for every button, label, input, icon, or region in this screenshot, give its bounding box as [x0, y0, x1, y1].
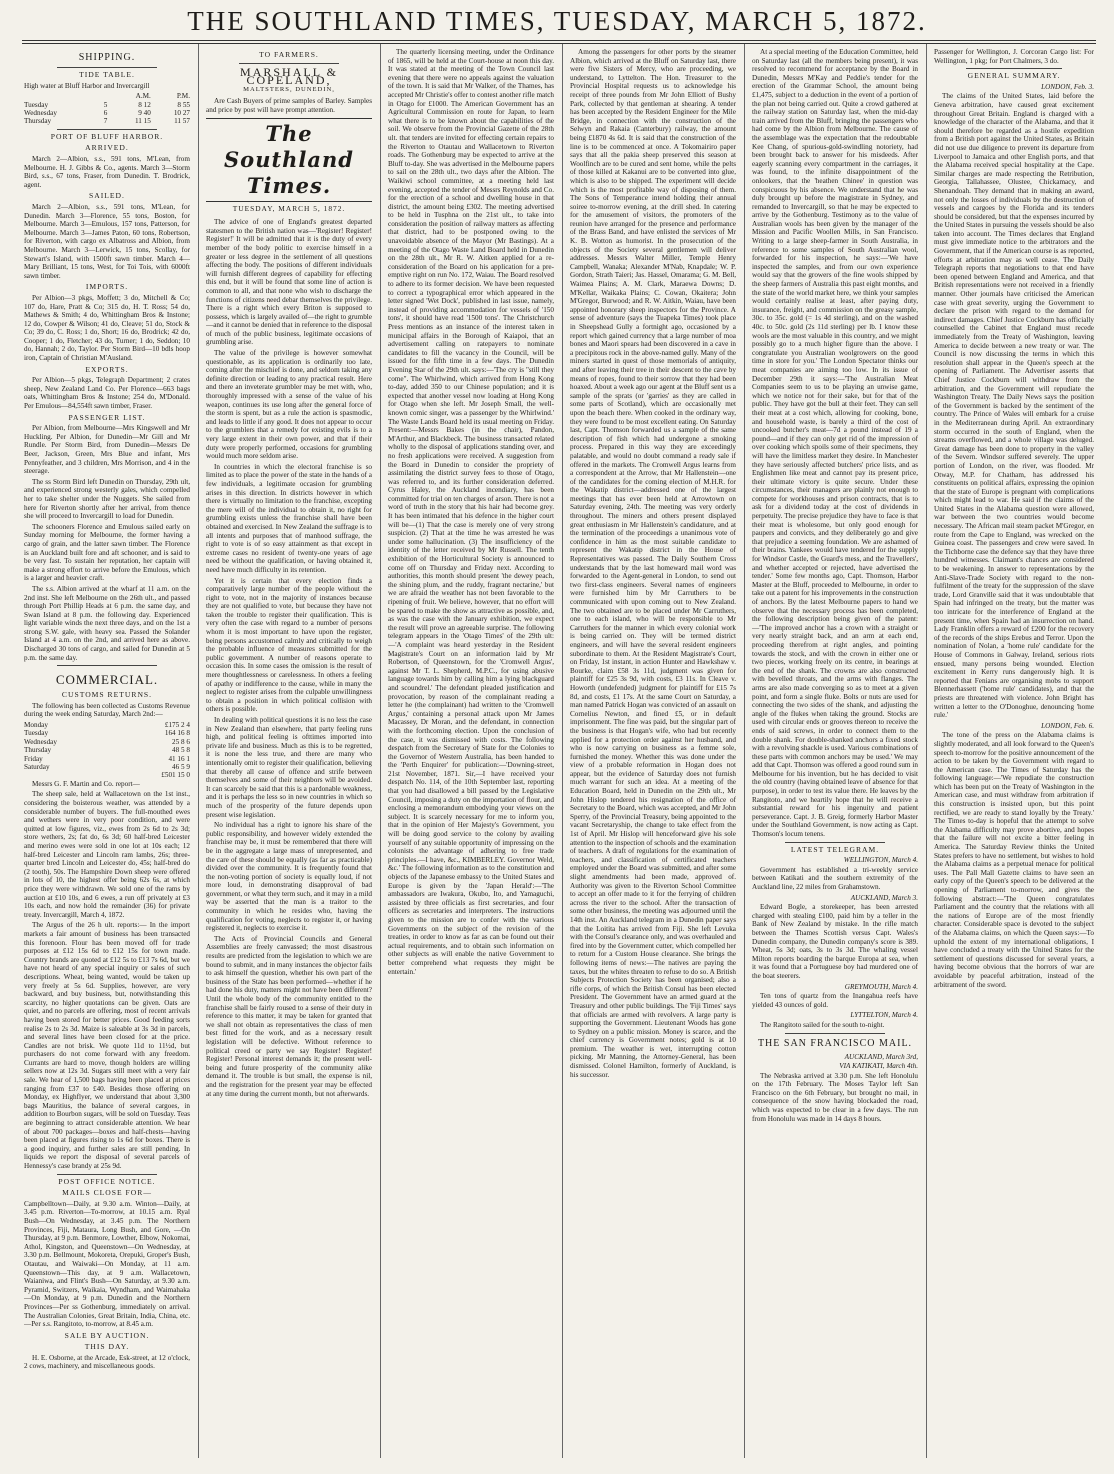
customs-day: Tuesday: [24, 729, 49, 738]
masthead-title: THE SOUTHLAND TIMES, TUESDAY, MARCH 5, 1872.: [187, 6, 927, 36]
imports-heading: IMPORTS.: [85, 282, 129, 292]
passenger-text: Per Albion, from Melbourne—Mrs Kingswell and Mr Huckling. Per Albion, for Dunedin—Mr Gill and Mr Rundle. Per Storm Bird, from Dunedin—Messrs De Beer, Jackson, Green, Mrs Blue and infant, Mrs Pennyfeather, and 3 children, Mrs Morrison, and 4 in the steerage.: [24, 424, 190, 476]
sailings-text: March 2—Albion, s.s., 591 tons, M'Lean, for Dunedin. March 3—Florence, 55 tons, Boston, for Melbourne. March 3—Emulous, 157 tons, Patterson, for Melbourne. March 3—James Paton, 60 tons, Robertson, for Riverton, with cargo ex Albatross and Albion, from Melbourne. March 3—Lerwick, 15 tons, Scollay, for Stewart's Island, with 1500ft sawn timber. March 4—Mary Brilliant, 15 tons, West, for Toi Tois, with 6000ft sawn timber.: [24, 202, 190, 280]
shipping-paragraph: The ss Storm Bird left Dunedin on Thursday, 29th ult, and experienced strong westerly gales, which compelled her to take shelter under the Nuggets. She sailed from here for Riverton shortly after her arrival, from thence she will proceed to Invercargill to load for Dunedin.: [24, 477, 190, 521]
telegram-text: Edward Bogle, a storekeeper, has been arrested charged with stealing £100, paid him by a teller in the Bank of New Zealand by mistake. In the rifle match between the Thames Scottish versus Capt. Wales's Dunedin company, the Dunedin company's score is 389. Wheat, 5s 3d; oats, 3s to 3s 3d. The whaling vessel Milton reports boarding the barque Europa at sea, when it was found that a Portuguese boy had murdered one of the boat steerers.: [752, 903, 918, 980]
column-shipping-commercial: [24, 48, 190, 1462]
masthead-rule: [22, 40, 1096, 41]
divider: [57, 67, 157, 68]
customs-heading: CUSTOMS RETURNS.: [61, 690, 153, 700]
auction-heading: SALE BY AUCTION.: [64, 1330, 150, 1340]
tide-am: 11 15: [134, 117, 151, 126]
customs-row: [24, 755, 190, 763]
column-rule: [744, 44, 745, 1458]
tide-date: 7: [103, 117, 108, 126]
telegram-text: The Rangitoto sailed for the south to-night.: [760, 1020, 885, 1029]
mail-dateline: AUCKLAND, March 3rd,: [844, 1052, 918, 1061]
divider: [57, 1174, 157, 1175]
divider: [785, 1033, 885, 1034]
argus-report: The Argus of the 26 h ult. reports:— In the import markets a fair amount of business has been transacted this forenoon. Flour has been moved off for trade purposes at £12 15s 6d to £12 15s for town made. Country brands are quoted at £12 5s to £13 7s 6d, but we have not heard of any special inquiry or sales of such descriptions. Wheat, being wanted, would be taken up very freely at 5s 6d. Supplies, however, are very backward, and buy business, but, notwithstanding this scarcity, no higher quotations can be given. Oats are quiet, and no parcels are offering, most of recent arrivals having been stored for better prices. Good feeding sorts realise 2s to 2s 3d. Maize is saleable at 3s 3d in parcels, and several lines have been closed for at the price. Candles are not brisk. We quote 11d to 11½d, but purchasers do not come forward with any freedom. Currants are hard to move, though holders are willing sellers now at 12s 3d. Sugars still meet with a very fair sale. We hear of 1,500 bags having been placed at prices ranging from £37 to £40. Besides those offering on Monday, ex Highflyer, we understand that about 3,300 bags Mauritius, the balance of several cargoes, in addition to Bourbon sugars, will be sold on Tuesday. Teas are beginning to attract considerable attention. We hear of about 700 packages—boxes and half-chests—having been placed at figures rising to 1s 6d for boxes. There is a good inquiry, and further sales are still pending. In liquids we report the disposal of several parcels of Hennessy's case brandy at 25s 9d.: [24, 921, 190, 1170]
customs-amount: 46 5 9: [172, 763, 190, 772]
summary-text: The claims of the United States, laid before the Geneva arbitration, have caused great excitement throughout Great Britain. England is charged with a knowledge of the character of the Alabama, and that it should therefore be regarded as a hostile expedition from a British port against the United States, as Britain did not use due diligence to prevent its departure from Liverpool to Jamaica and other English ports, and that the Alabama received special hospitality at the Cape. Similar charges are made respecting the Retribution, Georgia, Tallahassee, Olustee, Chickamacy, and Shenandoah. They demand that in making an award, not only the losses of individuals by the destruction of vessels and cargoes by the Florida and its tenders should be considered, but that the expenses incurred by the United States in pursuing the vessels should be also taken into account. The Times declares that England must give immediate notice to the arbitrators and the Government, that if the American course is as reported, efforts at arbitration may as well cease. The Daily Telegraph reports that negotiations to that end have been opened between England and America, and that British representations were not received in a friendly manner. Other journals have criticised the American case with great severity, urging the Government to declare the prison with regard to the demand for indirect damages. Chief Justice Cockburn has officially counselled the Cabinet that England must recede immediately from the Treaty of Washington, leaving America to decide between a new treaty or war. The Council is now discussing the terms in which this resolution shall appear in the Queen's speech at the opening of Parliament. The Advertiser asserts that Chief Justice Cockburn will withdraw from the arbitration, and the Government will repudiate the Washington Treaty. The Daily News says the position of the Government is backed by the sentiment of the country. The Prince of Wales will embark for a cruise in the Mediterranean during April. An extraordinary storm occurred in the south of England, when the streams overflowed, and a whole village was deluged. Great damage has been done to property in the valley of the Severn. Windsor suffered severely. The upper portion of London, on the river, was flooded. Mr Otway, M.P. for Chatham, has addressed his constituents on political affairs, expressing the opinion that the state of Europe is pregnant with complications which might lead to war. He said if the claims of the United States in the Alabama question were allowed, war between the two countries would become necessary. The African mail steam packet M'Gregor, en route from the Cape to England, was wrecked on the Guinea coast. The passengers and crew were saved. In the Tichborne case the defence say that they have three hundred witnesses. Claimant's chances are considered to be weakening. In answer to representations by the Anti-Slave-Trade Society with regard to the non-fulfilment of the treaty for the suppression of the slave trade, Lord Granville said that it was undoubtable that Spain had infringed on the treaty, but the matter was too intricate for the interference of England at the present time, when Spain had an insurrection on hand. Lady Franklin offers a reward of £200 for the recovery of the records of the ships Erebus and Terror. Upon the nomination of Nolan, a 'home rule' candidate for the House of Commons in Galway, Ireland, serious riots ensued, many persons being wounded. Election excitement in Kerry runs dangerously high. It is reported that Fenians are organising mobs to support Blennerhassett ('home rule' candidates), and that the priests are threatened with violence. John Bright has written a letter to the O'Donoghue, denouncing 'home rule.': [934, 92, 1094, 720]
editorial-paragraph: Yet it is certain that every election finds a comparatively large number of the people without the right to vote, not in the majority of instances because they are not qualified to vote, but because they have not taken the trouble to register their qualification. This is very often the case with regard to a number of persons whom it is most important to have upon the register, being persons accustomed calmly and critically to weigh the probable influence of measures submitted for the public government. A number of reasons operate to occasion this. In some cases the omission is the result of mere thoughtlessness or carelessness. In others a feeling of apathy or indifference to the cause, while in many the neglect to register arises from the culpable unwillingness to obtain a position in which political collision with others is possible.: [206, 576, 372, 714]
editorial-dateline: TUESDAY, MARCH 5, 1872.: [232, 203, 346, 213]
editorial-paragraph: In dealing with political questions it is no less the case in New Zealand than elsewhere, that party feeling runs high, and political feeling is ofttimes imported into private life and business. Much as this is to be regretted, it is none the less true, and there are many who intentionally omit to register their qualification, believing that thereby all cause of offence and strife between themselves and some of their neighbors will be avoided. It can scarcely be said that this is a pardonable weakness, and it is perhaps the less so in new countries in which so much of the prosperity of the future depends upon present wise legislation.: [206, 716, 372, 819]
customs-row: [24, 721, 190, 729]
summary-text: The tone of the press on the Alabama claims is slightly moderated, and all look forward to the Queen's speech to-morrow for the positive announcement of the action to be taken by the Government with regard to the American case. The Times of Saturday has the following language:—'We repudiate the construction which has been put on the Treaty of Washington in the American case, and must withdraw from arbitration if this construction is insisted upon, but this point rectified, we are ready to stand loyally by the Treaty.' The Times to-day is hopeful that the attempt to solve the Alabama difficulty may prove abortive, and hopes that the failure will not excite a bitter feeling in America. The Saturday Review thinks the United States prefers to have no settlement, but wishes to hold the Alabama claims as a perpetual menace for political uses. The Pall Mall Gazette claims to have seen an early copy of the Queen's speech to be delivered at the opening of Parliament to-morrow, and gives the following abstract:—'The Queen congratulates Parliament and the country that the relations with all the nations of Europe are of the most friendly character. Considerable space is devoted to the subject of the Alabama claims, on which the Queen says:—To uphold the extent of my international obligations, I have concluded a treaty with the United States for the settlement of questions discussed for several years, a having become obvious that the horrors of war are avoidable by peaceful arbitration, instead of the arbitrament of the sword.: [934, 731, 1094, 989]
customs-row: [24, 738, 190, 746]
customs-amount: 164 16 8: [164, 729, 190, 738]
tide-table-heading: TIDE TABLE.: [79, 70, 135, 79]
divider: [785, 842, 885, 843]
divider: [57, 665, 157, 666]
exports-text: Per Albion—5 pkgs, Telegraph Department; 2 crates sheep, New Zealand Land Co. Per Florence—663 bags oats, Whittingham Bros & Instone; 254 do, M'Donald. Per Emulous—84,554ft sawn timber, Fraser.: [24, 376, 190, 411]
port-heading: PORT OF BLUFF HARBOR.: [50, 131, 164, 141]
telegram-dateline: GREYMOUTH, March 4.: [844, 982, 918, 991]
column-rule: [926, 44, 927, 1458]
telegram-text: Government has established a tri-weekly service between Katikati and the southern extremity of the Auckland line, 22 miles from Grahamstown.: [752, 865, 918, 891]
column-local-news-2: [570, 48, 736, 1462]
customs-row: [24, 746, 190, 754]
tide-am: 9 40: [138, 109, 151, 117]
divider: [239, 63, 339, 64]
customs-total: £501 15 0: [161, 771, 190, 780]
column-local-news: [388, 48, 554, 1462]
summary-dateline: LONDON, Feb. 6.: [1041, 721, 1094, 730]
advertiser-trade: MALTSTERS, DUNEDIN,: [243, 85, 335, 93]
latest-telegram-heading: LATEST TELEGRAM.: [790, 844, 880, 854]
tide-pm: 10 27: [173, 109, 190, 117]
tide-pm-header: P.M.: [176, 92, 190, 101]
commercial-heading: COMMERCIAL.: [55, 672, 159, 688]
customs-table: [24, 721, 190, 780]
tide-day: Wednesday: [24, 109, 57, 117]
customs-intro: The following has been collected as Customs Revenue during the week ending Saturday, March 2nd:—: [24, 701, 190, 719]
tide-day: Tuesday: [24, 100, 49, 109]
customs-amount: 25 8 6: [172, 737, 190, 746]
mail-text: The Nebraska arrived at 3.30 p.m. She left Honolulu on the 17th February. The Moses Taylor left San Francisco on the 6th February, but brought no mail, in consequence of the snow having blockaded the road, which was expected to be clear in a few days. The run from Honolulu was made in 14 days 8 hours.: [752, 1071, 918, 1123]
advertiser-name: MARSHALL & COPELAND,: [240, 64, 338, 88]
shipping-paragraph: The schooners Florence and Emulous sailed early on Sunday morning for Melbourne, the former having a cargo of grain, and the latter sawn timber. The Florence is an Auckland built fore and aft schooner, and is said to be very fast. To sustain her reputation, her captain will make a strong effort to arrive before the Emulous, which is a larger and heavier craft.: [24, 522, 190, 583]
news-text: At a special meeting of the Education Committee, held on Saturday last (all the members being present), it was resolved to recommend for acceptance by the Board in Dunedin, Messrs M'Kay and Peddie's tender for the erection of the Grammar School, the amount being £1,475, subject to a deduction in the event of a portion of the plan not being carried out. Quite a crowd gathered at the railway station on Saturday last, when the mid-day train arrived from the Bluff, bringing the passengers who had come by the Albion from Melbourne. The cause of the assemblage was the expectation that the redoubtable Kee Chang, of spurious-gold-swindling notoriety, had been brought back to answer for his misdeeds. After eagerly scanning every compartment in the carriages, it was found, to the infinite disappointment of the onlookers, that the 'heathen Chinee' in question was conspicuous by his absence. We understand that he was duly brought up before the magistrate in Sydney, and remanded to Invercargill, so that he may be expected to arrive by the Gothenburg. Testimony as to the value of Australian wools has been given by the manager of the Mission and Pacific Woollen Mills, in San Francisco. Writing to a large sheep-farmer in South Australia, in reference to some samples of South Australian wool, forwarded for his inspection, he says:—'We have inspected the samples, and from our own experience would say that the growers of the fine wools shipped by the sheep farmers of Australia this past eight months, and the state of the world market here, we think your samples would certainly realise at least, after paying duty, insurance, freight, and commission on the greasy sample, 30c. to 35c. gold (= 1s 4d sterling), and on the washed 40c. to 50c. gold (2s 11d sterling) per lb. I know these wools are the most valuable in this country, and we might possibly go to a much higher figure than the above. I congratulate you Australian woolgrowers on the good time in store for you.' The London Spectator thinks our meat companies are aiming too low. In its issue of December 29th it says:—'The Australian Meat Companies seem to us to be playing an unwise game, which we notice not for their sake, but for that of the public. They have got the bull at their feet. They can sell their meat at a cost which, allowing for cooking, bone, and household waste, is barely a third of the cost of uncooked butcher's meat—7d a pound instead of 19 a pound—and if they can only get rid of the impression of over cooking which spoils some of their specimens, they will have the limitless market they desire. In Manchester they have seriously affected butchers' price lists, and as Englishmen like meat and cannot pay its present price, their ultimate victory is quite secure. Under these circumstances, their managers are plainly not enough to compete for workhouses and prison contracts, that is to ask for a dividend today at the cost of dividends in perpetuity. The precise prejudice they have to face is that their meat is wholesome, but only good enough for paupers and convicts, and they deliberately go and give that prejudice a seeming foundation. We are ashamed of their brains. Yankees would have tendered for the supply for Windsor Castle, the Guard's mess, and the Travellers', and whether accepted or rejected, have advertised the tender.' Some few months ago, Capt. Thomson, Harbor Master at the Bluff, proceeded to Melbourne, in order to take out a patent for his improvements in the construction of anchors. By the latest Melbourne papers to hand we observe that the necessary process has been completed, the following description being given of the patent:—'The improved anchor has a crown with a straight or very nearly straight back, and an arm at each end, proceeding therefrom at right angles, and pointing towards the stock, and with the crown in either one or two pieces, working freely on its centre, in bearings at the end of the shank. The crowns are also constructed with bevelled throats, and the arms with flanges. The arms are also made converging so as to meet at a given point, and form a single fluke. Bolts or nuts are used for connecting the two sides of the shank, and adjusting the angle of the flukes when taking the ground. Stocks are used with circular ends or grooves thereon to receive the ends of said screws, in order to connect them to the double shank. For double-shanked anchors a fixed stock with a revolving shackle is used. Various combinations of these parts with common anchors may be used.' We may add that Capt. Thomson was offered a good round sum in Melbourne for his invention, but he has decided to visit the old country (having obtained leave of absence for that purpose), in order to test its value there. He leaves by the Rangitoto, and we heartily hope that he will receive a substantial reward for his ingenuity and patient perseverance. Capt. J. B. Greig, formerly Harbor Master under the Southland Government, is now acting as Capt. Thomson's locum tenens.: [752, 48, 918, 839]
column-rule: [198, 44, 199, 1458]
telegram-dateline: AUCKLAND, March 3.: [850, 893, 918, 902]
customs-row: [24, 763, 190, 771]
editorial-paragraph: The advice of one of England's greatest departed statesmen to the British nation was—'Register! Register! Register!' It will be admitted that it is the duty of every member of the body politic to exercise himself in a greater or less degree in the settlement of all questions affecting the body. The positions of different individuals will furnish different degrees of capability for effecting this end, but it will be found that some line of action is common to all, and that none who wish to discharge the functions of citizens need debar themselves the privilege. There is a right which every Briton is supposed to possess, which is largely availed of—the right to grumble—and it cannot be denied that in reference to the disposal of much of the public business, legitimate occasions of grumbling arise.: [206, 218, 372, 347]
editorial-paragraph: The Acts of Provincial Councils and General Assemblies are freely canvassed; the most disastrous results are predicted from the legislation to which we are bound to submit, and in many instances the objector fails to ask himself the question, whether his own part of the business of the State has been performed—whether if he had done his duty, matters might not have been different? Until the whole body of the community entitled to the franchise shall be fairly roused to a sense of their duty in reference to this matter, it may be taken for granted that we shall not obtain as representatives the class of men best fitted for the work, and as a necessary result legislation will be defective. Without reference to political creed or party we say Register! Register! Register! Personal interest demands it; the present well-being and future prosperity of the community alike demand it. The trouble is but small, the expense is nil, and the registration for the present year may be effected at any time during the current month, but not afterwards.: [206, 934, 372, 1098]
auction-day: THIS DAY.: [84, 1342, 130, 1352]
arrivals-text: March 2—Albion, s.s., 591 tons, M'Lean, from Melbourne. H. J. Gibbs & Co., agents. March 3—Storm Bird, s.s., 67 tons, Fraser, from Dunedin. T. Brodrick, agent.: [24, 155, 190, 189]
divider: [966, 68, 1062, 69]
customs-day: Saturday: [24, 763, 50, 772]
news-text: Passenger for Wellington, J. Corcoran Cargo list: For Wellington, 1 pkg; for Port Chalmers, 3 do.: [934, 48, 1094, 65]
post-office-heading: POST OFFICE NOTICE.: [58, 1176, 156, 1186]
editorial-paragraph: No individual has a right to ignore his share of the public responsibility, and however widely extended the franchise may be, it must be remembered that there will be in the aggregate a large mass of unrepresented, and the care of these should be equally (as far as practicable) divided over the community. It is frequently found that the non-voting portion of society is equally loud, if not more loud, in demonstrating disapproval of bad government, or what they term such, and it may in a mild way be asserted that the man is a traitor to the community in which he resides who, having the qualification for voting, neglects to register it, or having registered it, neglects to exercise it.: [206, 821, 372, 933]
tide-table-caption: High water at Bluff Harbor and Invercargill: [24, 81, 150, 90]
customs-day: Thursday: [24, 746, 52, 755]
tide-pm: 11 57: [174, 117, 190, 126]
customs-amount: 41 16 1: [168, 754, 190, 763]
editorial-paragraph: In countries in which the electoral franchise is so limited as to place the power of the state in the hands of a few individuals, a legitimate occasion for grumbling arises in this direction. In districts however in which there is virtually no limitation to the franchise, excepting the mere will of the individual to obtain it, no right for grumbling exists unless the franchise shall have been obtained and exercised. In New Zealand the suffrage is to all intents and purposes that of manhood suffrage, the right to vote is of so easy attainment as that except in extreme cases no resident of twenty-one years of age need be without the qualification, or having obtained it, need have much difficulty in its retention.: [206, 462, 372, 574]
san-francisco-mail-heading: THE SAN FRANCISCO MAIL.: [757, 1037, 913, 1049]
mail-dateline: VIA KATIKATI, March 4th.: [839, 1062, 918, 1071]
mails-heading: MAILS CLOSE FOR—: [62, 1188, 152, 1198]
arrived-heading: ARRIVED.: [85, 143, 129, 153]
tide-row: [24, 101, 190, 109]
news-text: The quarterly licensing meeting, under the Ordinance of 1865, will be held at the Court-house at noon this day. It was stated at the meeting of the Town Council last evening that there were no appeals against the valuation of the town. It is said that Mr Walker, of the Thames, has accepted Mr Christie's offer to contest another rifle match in Otago for £1000. The American Government has an Agricultural Commission en route for Japan, to learn what there is to be known about the capabilities of the soil. We observe from the Provincial Gazette of the 28th ult. that tenders are invited for effecting certain repairs to the Riverton to Otautau and Wallacetown to Riverton roads. The Gothenburg may be expected to arrive at the Bluff to-day. She was advertised in the Melbourne papers to sail on the 28th ult., two days after the Albion. The Waikiwi school committee, at a meeting held last evening, accepted the tender of Messrs Reynolds and Co. for the erection of a school and dwelling house in that district, the amount being £302. The meeting advertised to be held in Tusphna on the 21st ult., to take into consideration the position of railway matters as affecting that district, had to be postponed owing to the unavoidable absence of the Mayor (Mr Bastings). At a meeting of the Otago Waste Land Board held in Dunedin on the 28th ult., Mr R. W. Aitken applied for a re-consideration of the Board on his application for a pre-emptive right on run No. 172, Waiau. The Board resolved to adhere to its former decision. We have been requested to correct a typographical error which appeared in the letter signed 'Wet Dock', published in last issue, namely, instead of providing accommodation for vessels of '150 tons', it should have read '1500 tons'. The Christchurch Press mentions as an instance of the interest taken in municipal affairs in the Borough of Kaiapoi, that an advertisement calling on ratepayers to nominate candidates to fill the vacancy in the Council, will be issued for the fifth time in a few days. The Dunedin Evening Star of the 29th ult. says:—'The cry is "still they come". The Whirlwind, which arrived from Hong Kong to-day, added 350 to our Chinese population; and it is expected that another vessel now loading at Hong Kong for Otago when she left. Mr Joseph Small, the well-known comic singer, was a passenger by the Whirlwind.' The Waste Lands Board held its usual meeting on Friday. Present:—Messrs Bakes (in the chair), Pandon, M'Arthur, and Blackbeck. The business transacted related wholly to the disposal of applications standing over, and no fresh applications were received. A suggestion from the Board in Dunedin to consider the propriety of assimilating the district survey fees to those of Otago, was referred to, and its further consideration deferred. Cyrus Haley, the Auckland incendiary, has been committed for trial on ten charges of arson. There is not a word of truth in the story that his hair had become grey. It has been intimated that his defence in the higher court will be—(1) That the case is merely one of very strong suspicion. (2) That at the time he was arrested he was under some hallucination. (3) The insufficiency of the identity of the letter received by Mr Russell. The tenth exhibition of the Horticultural Society is announced to come off on Thursday and Friday next. According to authorities, this month should present 'the dewey peach, the shining plum, and the ruddy, fragrant nectarine,' but we are afraid the weather has not been favorable to the ripening of fruit. We believe, however, that no effort will be spared to make the show as attractive as possible, and, as was the case with the January exhibition, we expect the result will prove an agreeable surprise. The following telegram appears in the 'Otago Times' of the 29th ult:—'A complaint was heard yesterday in the Resident Magistrate's Court on an information laid by Mr Robertson, of Queenstown, for the 'Cromwell Argus', against Mr T. L. Shepherd, M.P.C., for using abusive language towards him by calling him a lying blackguard and scoundrel.' The defendant pleaded justification and provocation, by reason of the complainant reading a letter he (the complainant) had written to the 'Cromwell Argus,' containing a personal attack upon Mr James Macassey, Dr Moran, and the defendant, in connection with the forthcoming election. Upon the conclusion of the case, it was dismissed with costs. The following despatch from the Secretary of State for the Colonies to the Governor of Western Australia, has been handed to the 'Perth Enquirer' for publication:—'Downing-street, 21st November, 1871. Sir,—I have received your despatch No. 114, of the 10th September last, reporting that you had disallowed a bill passed by the Legislative Council, imposing a duty on the importation of flour, and enclosing a memorandum embodying your views on the subject. It is scarcely necessary for me to inform you, that in the opinion of Her Majesty's Government, you will be doing good service to the colony by availing yourself of any suitable opportunity of impressing on the colonists the advantage of adhering to free trade principles.—I have, &c., KIMBERLEY. Governor Weld, &c.' The following information as to the constitution and objects of the Japanese embassy to the United States and Europe is given by the 'Japan Herald':—'The ambassadors are Iwakura, Okubo, Ito, and Yamaguchi, assisted by three officials as first secretaries, and four officers as secretaries and interpreters. The instructions given to the mission are to confer with the various Governments on the subject of the revision of the treaties, in order to know as far as can be found out their actual requirements, and to obtain such information on other subjects as will enable the native Government to better comprehend what requests they might be entertain.': [388, 48, 554, 976]
column-rule: [380, 44, 381, 1458]
tide-date: 5: [103, 100, 108, 109]
column-rule: [562, 44, 563, 1458]
tide-day: Thursday: [24, 117, 52, 126]
telegram-dateline: LYTTELTON, March 4.: [850, 1011, 918, 1020]
paper-title-logo: The Southland Times.: [206, 118, 372, 202]
divider: [57, 129, 157, 130]
tide-pm: 8 55: [177, 100, 190, 109]
imports-text: Per Albion—3 pkgs, Moffett; 3 do, Mitchell & Co; 107 do, Hare, Pratt & Co; 315 do, H. T. Ross; 54 do, Mathews & Smith; 4 do, Whittingham Bros & Instone; 12 do, Cowper & Wilson; 41 do, Cleave; 51 do, Stock & Co; 39 do, C. Ross; 1 do, Short; 16 do, Brodrick; 42 do, Cooper; 1 do, Fletcher; 43 do, Turner; 1 do, Seddon; 10 do, Hannah; 2 do, Taylor. Per Storm Bird—10 bdls hoop iron, Captain of Christian M'Ausland.: [24, 293, 190, 363]
tide-row: [24, 117, 190, 125]
telegram-text: Ten tons of quartz from the Inangahua reefs have yielded 43 ounces of gold.: [752, 992, 918, 1009]
customs-day: Monday: [24, 721, 48, 730]
tide-table: [24, 92, 190, 126]
news-text: Among the passengers for other ports by the steamer Albion, which arrived at the Bluff on Saturday last, there were five Sisters of Mercy, who are proceeding, we understand, to Lyttelton. The Hon. Treasurer to the Provincial Hospital requests us to acknowledge his receipt of three pounds from Mr John Elliott of Bushy Park, collected by that gentleman at shearing. A tender has been accepted by the Resident Engineer for the Mile Bridge, in connection with the construction of the Selwyn and Rakaia (Canterbury) railway, the amount being £1870 4s 6d. It is said that the construction of the line is to be commenced at once. A Tokomairiro paper says that all the pakia sheep preserved this season at Woolfinch are to be cured and sent home, while the pelts of those killed at Kakanui are to be converted into glue, which is also to be shipped. The experiment will decide which is the most profitable way of disposing of them. The Sons of Temperance intend holding their annual soiree to-morrow evening, at the drill shed. In catering for the amusement of visitors, the promoters of the reunion have arranged for the presence and performance of the Brass Band, and have enlisted the services of Mr K. B. Wotton as humorist. In the prosecution of the objects of the Society several gentlemen will deliver addresses. Messrs Walter Miller, Temple Henry Campbell, Wanaka; Alexander M'Nab, Knapdale; W. P. Gordon, Strath Taieri; Jas. Hassel, Omarama; G. M. Bell, Waimea Plains; A. M. Clark, Maraewa Downs; D. M'Kellar, Waikaka Plains; C. Cowan, Okaitera; John M'Gregor, Burwood; and R. W. Aitkin, Waiau, have been appointed honorary sheep inspectors for the Province. A sense of adventure (says the Tuapeka Times) took place in Sheepshead Gully a fortnight ago, occasioned by a report which gained currency that a large number of moa bones and Maori spears had been discovered in a cave in a precipitous rock in the above-named gully. Many of the miners started in quest of those memorials of antiquity, and after leaving their tree in their descent to the cave by means of ropes, found to their sorrow that they had been hoaxed. About a week ago our agent at the Bluff sent us a sample of the sprats (or 'garries' as they are called in some parts of Scotland), which are occasionally met upon the beach there. When cooked in the ordinary way, they were found to be most excellent eating. On Saturday last, Capt. Thomson forwarded us a sample of the same description of fish which had undergone a smoking process. Prepared in this way they are exceedingly palatable, and would no doubt command a ready sale if offered in the markets. The Cromwell Argus learns from a correspondent at the Arrow, that Mr Hallenstein—one of the candidates for the coming election of M.H.R. for the Wakatip district—addressed one of the largest meetings that has ever been held at Arrowtown on Saturday evening, 24th. The meeting was very orderly throughout. The miners and others present displayed great enthusiasm in Mr Hallenstein's candidature, and at the termination of the proceedings a unanimous vote of confidence in him as the most suitable candidate to represent the Wakatip district in the House of Representatives was passed. The Daily Southern Cross understands that by the last homeward mail word was forwarded to the Agent-general in London, to send out two first-class engineers. Several names of engineers were furnished him by Mr Carruthers to be communicated with upon coming out to New Zealand. The two obtained are to be placed under Mr Carruthers, one to each island, who will be responsible to Mr Carruthers for the manner in which every colonial work is being carried on. They will be termed district engineers, and will have the several resident engineers subordinate to them. At the Resident Magistrate's Court, on Friday, 1st instant, in action Hunter and Hawkshaw v. Bourke, claim £58 3s 11d, judgment was given for plaintiff for £25 3s 9d, with costs, £3 11s. In Cleave v. Howorth (undefended) judgment for plaintiff for £15 7s 8d, and costs, £1 17s. At the same Court on Saturday, a man named Patrick Hogan was convicted of an assault on Cornelius Newton, and fined £5, or in default imprisonment. The fine was paid, but the singular part of the business is that Hogan's wife, who had but recently applied for a protection order against her husband, and who is now carrying on business as a femme sole, furnished the money. Whether this was done under the view of a probable reformation in Hogan does not appear, but the evidence of Saturday does not furnish much warrant for such an idea. At a meeting of the Education Board, held in Dunedin on the 29th ult., Mr John Hislop tendered his resignation of the office of Secretary to the Board, which was accepted, and Mr John Sperry, of the Provincial Treasury, being appointed to the vacant Secretaryship, the change to take effect from the 1st of April. Mr Hislop will henceforward give his sole attention to the inspection of schools and the examination of teachers. A draft of regulations for the examination of teachers, and classification of certificated teachers employed under the Board was submitted, and after some slight amendments had been made, approved of. Authority was given to the Riverton School Committee to accept an offer made to it for the ferrying of children across the river to the school. After the transaction of some other business, the meeting was adjourned until the 14th inst. An Auckland telegram in a Dunedin paper says that the Loitita has arrived from Fiji. She left Levuka with the Consul's clearance only, and was overhauled and fired into by the Government cutter, which compelled her to return for a Custom House clearance. She brings the following items of news:—The natives are paying the taxes, but the whites threaten to refuse to do so. A British Subjects Protection Society has been organised; also a rifle corps, of which the British Consul has been elected President. The Government have an armed guard at the Treasury and other public buildings. The 'Fiji Times' says that officials are armed with revolvers. A large party is supporting the Government. Lieutenant Woods has gone to Sydney on a public mission. Money is scarce, and the chief currency is Government notes; gold is at 10 premium. The weather is wet, interrupting cotton picking. Mr Manning, the Attorney-General, has been dismissed. Colonel Hamilton, formerly of Auckland, is his successor.: [570, 48, 736, 1079]
customs-amount: 48 5 8: [172, 746, 190, 755]
column-telegrams: [752, 48, 918, 1462]
passenger-heading: PASSENGER LIST.: [68, 412, 146, 422]
exports-heading: EXPORTS.: [85, 364, 129, 374]
editorial-paragraph: The value of the privilege is however somewhat questionable, as its application is ordinarily too late, coming after the mischief is done, and seldom taking any definite direction or leading to any practical result. Here and there an inveterate grumbler may be met with, who, thoroughly impressed with a sense of the value of his weapon, continues its use long after the general force of the storm is spent, but as a rule the action is spasmodic, and leads to little if any good. It does not appear to occur to the grumblers that a remedy for existing evils is to a very large extent in their own power, and that if their duty were properly performed, occasions for grumbling would much more seldom arise.: [206, 349, 372, 461]
general-summary-heading: GENERAL SUMMARY.: [967, 71, 1061, 81]
summary-dateline: LONDON, Feb. 3.: [1041, 82, 1094, 91]
customs-total-row: [24, 771, 190, 779]
column-general-summary: [934, 48, 1094, 1462]
column-editorial: [206, 48, 372, 1462]
customs-amount: £175 2 4: [164, 721, 190, 730]
martin-heading: Messrs G. F. Martin and Co. report—: [32, 779, 140, 788]
tide-date: 6: [103, 109, 108, 117]
masthead-rule-2: [22, 43, 1096, 44]
shipping-paragraph: The s.s. Albion arrived at the wharf at 11 a.m. on the 2nd inst. She left Melbourne on the 26th ult., and passed through Port Phillip Heads at 6 p.m. the same day, and Swan Island at 8 p.m. the following day. Experienced light variable winds the next three days, and on the 1st a strong S.W. gale, with heavy sea. Passed the Solander Island at 4 a.m. on the 2nd, and arrived here as above. Discharged 30 tons of cargo, and sailed for Dunedin at 5 p.m. the same day.: [24, 584, 190, 662]
martin-report: The sheep sale, held at Wallacetown on the 1st inst., considering the boisterous weather, was attended by a considerable number of buyers. The full-mouthed ewes and wethers were in very poor condition, and were quitted at low figures, viz., ewes from 2s 6d to 2s 3d; store wethers, 2s; fat do, 6s 3d; 60 half-bred Leicester and merino ewes were sold in one lot at 10s each; 12 half-bred Leicester and Lincoln ram lambs, 26s; three-quarter bred Lincoln and Leicester do, 45s; half-bred do (2 tooth), 50s. The Hampshire Down sheep were offered in lots of 10, the highest offer being 62s 6s, at which price they were withdrawn. We sold one of the rams by auction at £10 10s, and 6 ewes, a run off privately at £3 10s each, and now hold the remainder (36) for private treaty. Invercargill, March 4, 1872.: [24, 790, 190, 919]
telegram-dateline: WELLINGTON, March 4.: [843, 856, 918, 865]
post-office-text: Campbelltown—Daily, at 9.30 a.m. Winton—Daily, at 3.45 p.m. Riverton—To-morrow, at 10.15 a.m. Ryal Bush—On Wednesday, at 3.45 p.m. The Northern Provinces, Fiji, Mataura, Long Bush, and Gore, —On Thursday, at 9 p.m. Benmore, Lowther, Elbow, Nokomai, Athol, Kingston, and Queenstown—On Wednesday, at 3.30 p.m. Bellmount, Mokoreta, Orepuki, Groper's Bush, Otautau, and Waiwaki—On Monday, at 11 a.m. Queenstown—This day, at 9 a.m. Wallacetown, Waianiwa, and Flint's Bush—On Saturday, at 9.30 a.m. Pyramid, Switzers, Waikaia, Wyndham, and Waimahaka—On Monday, at 9 p.m. Dunedin and the Northern Provinces—Per ss Gothenburg, immediately on arrival. The Australian Colonies, Great Britain, India, China, etc.—Per s.s. Rangitoto, to-morrow, at 8.45 a.m.: [24, 1199, 190, 1329]
customs-row: [24, 729, 190, 737]
customs-day: Friday: [24, 754, 43, 763]
shipping-heading: SHIPPING.: [78, 52, 136, 63]
farmers-heading: TO FARMERS.: [259, 50, 319, 59]
tide-row: [24, 109, 190, 117]
sailed-heading: SAILED.: [89, 191, 125, 201]
auction-text: H. E. Osborne, at the Arcade, Esk-street, at 12 o'clock, 2 cows, machinery, and miscellaneous goods.: [24, 1353, 190, 1371]
tide-am-header: A.M.: [135, 92, 151, 101]
customs-day: Wednesday: [24, 737, 57, 746]
tide-am: 8 12: [138, 100, 151, 109]
advertisement-text: Are Cash Buyers of prime samples of Barley. Samples and price by post will have prompt attention.: [206, 97, 372, 114]
